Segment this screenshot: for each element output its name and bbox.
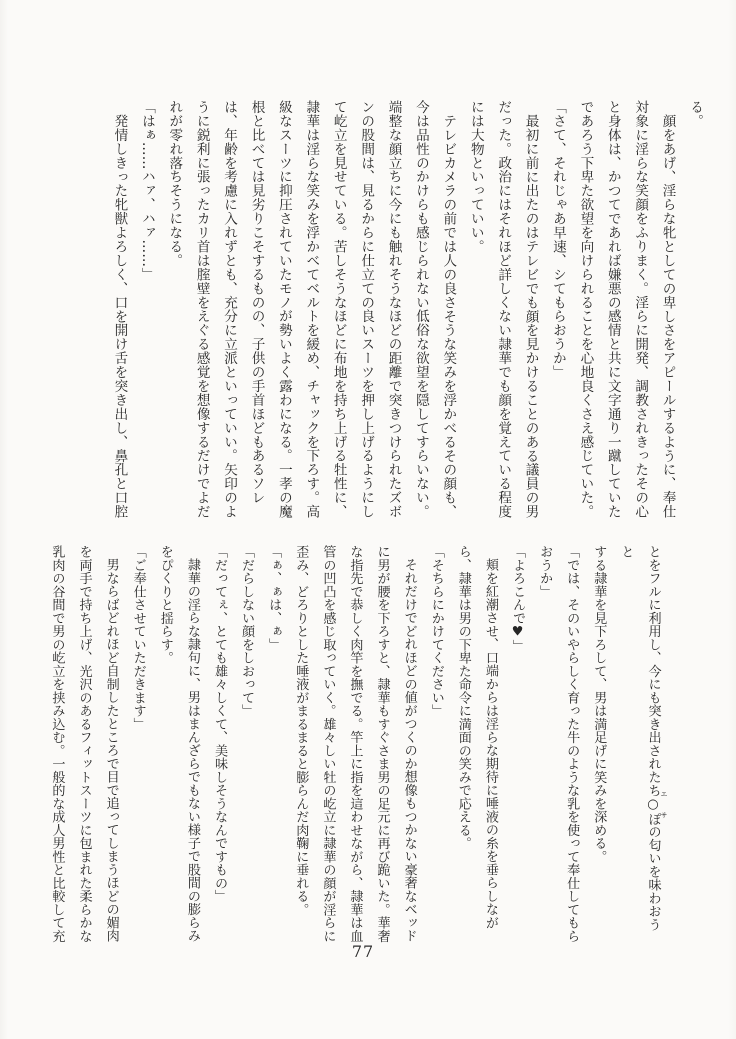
- text-line: うに鋭利に張ったカリ首は腟壁をえぐる感覚を想像するだけでよだ: [193, 100, 210, 519]
- text-line: する隷華を見下ろして、男は満足げに笑みを深める。: [591, 545, 607, 863]
- text-line: 「さて、それじゃあ早速、シてもらおうか」: [549, 100, 566, 379]
- text-line: と身体は、かつてであれば嫌悪の感情と共に文字通り一蹴していた: [604, 100, 621, 519]
- text-line: 男ならばどれほど自制したところで目で追ってしまうほどの媚肉: [103, 558, 119, 943]
- text-line: 「はぁ……ハァ、ハァ……」: [138, 100, 155, 282]
- page-number: 77: [351, 942, 375, 961]
- text-line: 対象に淫らな笑顔をふりまく。淫らに開発、調教されきったその心: [632, 100, 649, 519]
- text-line: テレビカメラの前では人の良さそうな笑みを浮かべるその顔も、: [440, 113, 457, 519]
- text-line: ら、隷華は男の下卑た命令に満面の笑みで応える。: [455, 545, 471, 850]
- text-line: 発情しきった牝獣よろしく、口を開け舌を突き出し、鼻孔と口腔: [111, 113, 128, 519]
- text-line: 隷華の淫らな隷句に、男はまんざらでもない様子で股間の膨らみ: [184, 558, 200, 943]
- text-line: 級なスーツに抑圧されていたモノが勢いよく露わになる。一孝の魔: [275, 100, 292, 519]
- text-line: を両手で持ち上げ、光沢のあるフィットスーツに包まれた柔らかな: [76, 545, 92, 943]
- text-line: とをフルに利用し、今にも突き出されたち○ぽ エサの匂いを味わおうと: [618, 545, 668, 932]
- text-line: 「そちらにかけてください」: [428, 545, 444, 718]
- text-line: 最初に前に出たのはテレビでも顔を見かけることのある議員の男: [522, 113, 539, 519]
- text-line: 隷華は淫らな笑みを浮かべてベルトを緩め、チャックを下ろす。高: [303, 100, 320, 519]
- text-line: る。: [687, 100, 703, 128]
- text-line: だった。政治にはそれほど詳しくない隷華でも顔を覚えている程度: [495, 100, 512, 519]
- text-line: 「だらしない顔をしおって」: [239, 545, 255, 718]
- text-line: 「だってぇ、とても雄々しくて、美味しそうなんですもの」: [212, 545, 227, 903]
- text-line: れが零れ落ちそうになる。: [166, 100, 183, 268]
- text-line: に男が腰を下ろすと、隷華もすぐさま男の足元に再び跪いた。華奢: [374, 545, 390, 943]
- text-line: 「では、そのいやらしく育った牛のような乳を使って奉仕してもら: [564, 545, 580, 943]
- text-line: 乳肉の谷間で男の屹立を挟み込む。一般的な成人男性と比較して充: [49, 545, 65, 943]
- text-line: をぴくりと揺らす。: [157, 545, 173, 665]
- text-line: 「ぁ、ぁは、ぁ」: [266, 545, 282, 651]
- text-line: には大物といっていい。: [467, 100, 484, 254]
- text-line: 顔をあげ、淫らな牝としての卑しさをアピールするように、奉仕: [659, 113, 676, 519]
- text-line: な指先で恭しく肉竿を撫でる。竿上に指を這わせながら、隷華は血: [347, 545, 363, 943]
- text-line: は、年齢を考慮に入れずとも、充分に立派といっていい。矢印のよ: [221, 100, 238, 519]
- text-line: 管の凹凸を感じ取っていく。雄々しい牡の屹立に隷華の顔が淫らに: [320, 545, 336, 943]
- text-line: 端整な顔立ちに今にも触れそうなほどの距離で突きつけられたズボ: [385, 100, 402, 519]
- text-line: 頬を紅潮させ、口端からは淫らな期待に唾液の糸を垂らしなが: [482, 558, 498, 930]
- text-line: 歪み、どろりとした唾液がまるまると膨らんだ肉鞠に垂れる。: [293, 545, 309, 916]
- ruby-annotated-word: ち○ぽ エサ: [645, 783, 668, 826]
- text-line: おうか」: [537, 545, 553, 598]
- text-line: それだけでどれほどの値がつくのか想像もつかない豪奢なベッド: [401, 558, 417, 943]
- text-line: 今は品性のかけらも感じられない低俗な欲望を隠してすらいない。: [412, 100, 429, 519]
- bottom-text-block: [43, 545, 668, 943]
- text-line: て屹立を見せている。苦しそうなほどに布地を持ち上げる牡性に、: [330, 100, 347, 519]
- top-text-block: [105, 100, 708, 532]
- text-line: ンの股間は、見るからに仕立ての良いスーツを押し上げるようにし: [358, 100, 375, 519]
- text-line: 根と比べては見劣りこそするものの、子供の手首ほどもあるソレ: [248, 100, 265, 505]
- text-line: 「ご奉仕させていただきます」: [130, 545, 146, 731]
- text-line: であろう下卑た欲望を向けられることを心地良くさえ感じていた。: [577, 100, 594, 519]
- text-line: 「よろこんで♥」: [510, 545, 526, 653]
